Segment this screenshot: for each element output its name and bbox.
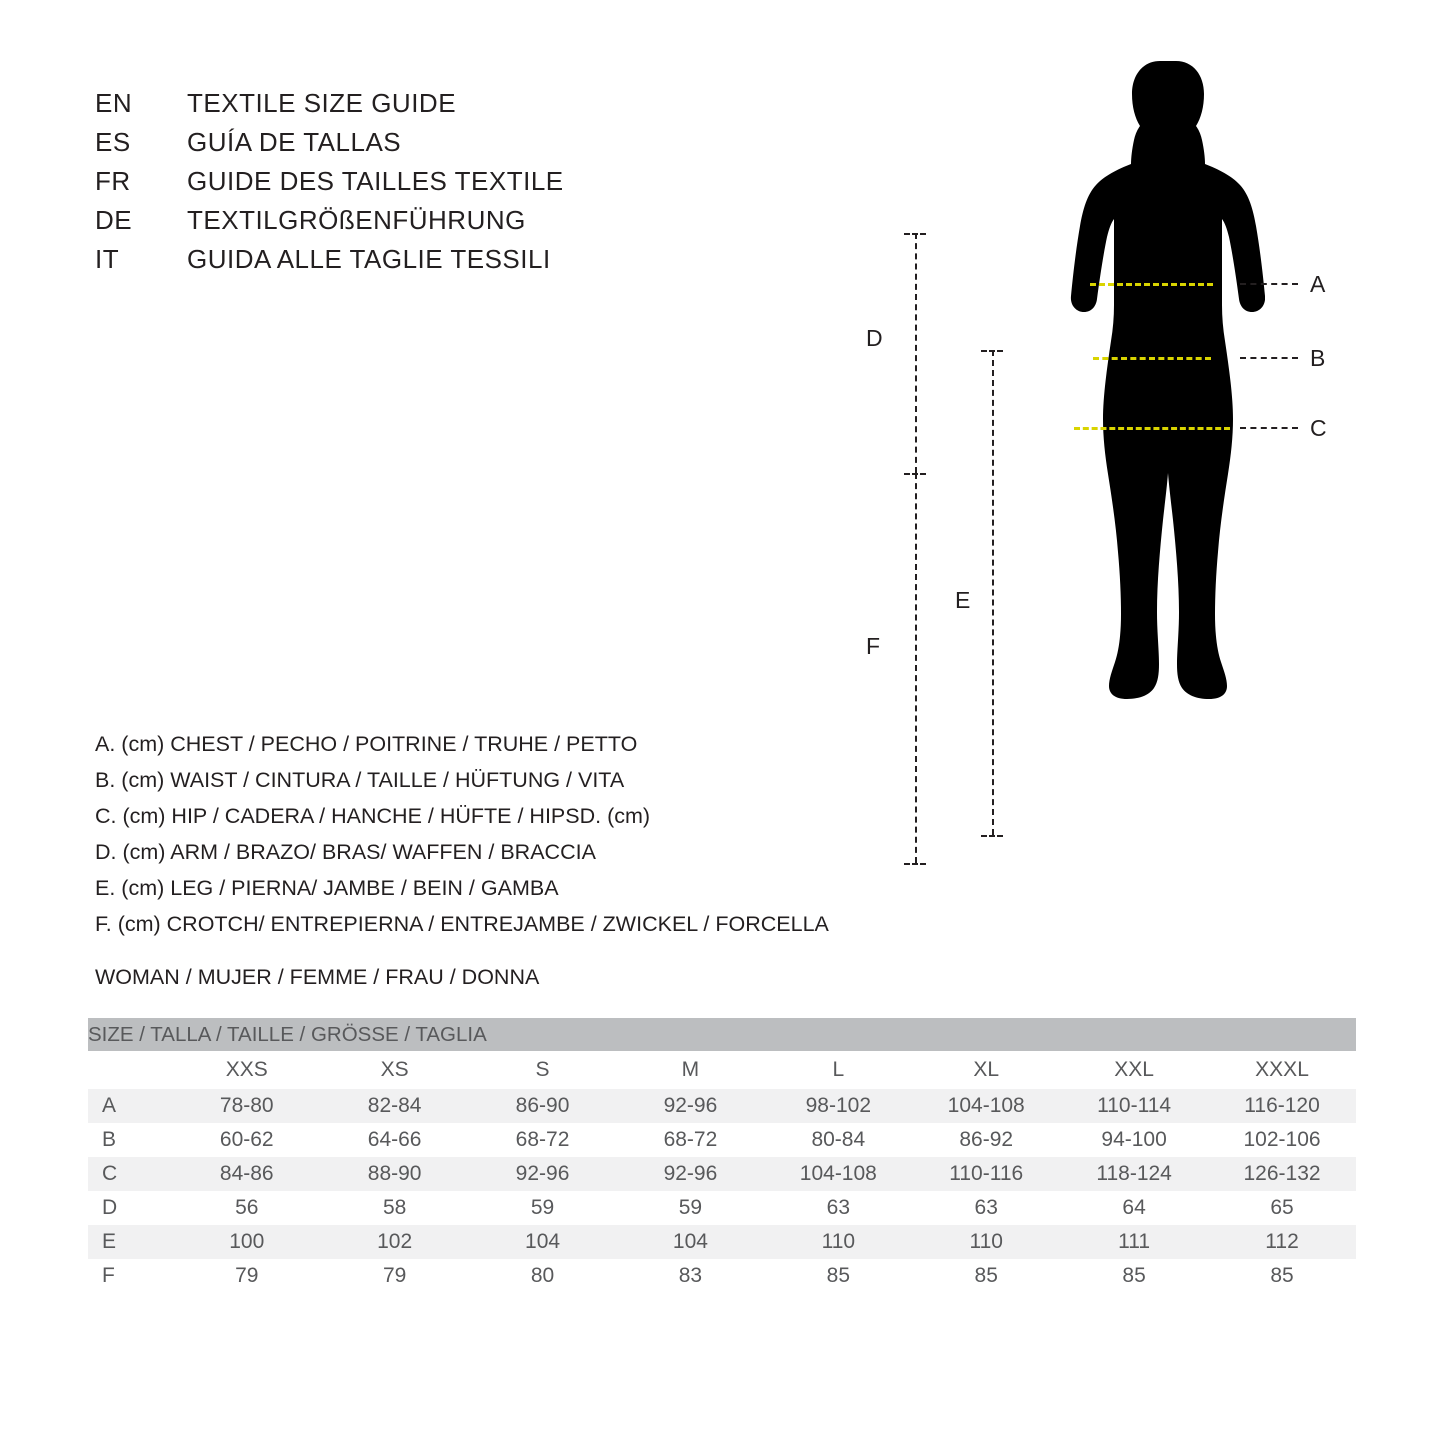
label-a: A — [1310, 271, 1326, 297]
cell-c-m: 92-96 — [616, 1157, 764, 1191]
title-text-fr: GUIDE DES TAILLES TEXTILE — [187, 166, 564, 196]
cell-d-xxxl: 65 — [1208, 1191, 1356, 1225]
crotch-ruler-line — [915, 473, 917, 863]
title-text-es: GUÍA DE TALLAS — [187, 127, 402, 157]
table-header-row — [88, 1051, 1356, 1089]
title-text-en: TEXTILE SIZE GUIDE — [187, 88, 457, 118]
legend-block — [95, 726, 829, 942]
title-row-fr — [95, 166, 564, 205]
cell-e-xs: 102 — [321, 1225, 469, 1259]
table-row — [88, 1259, 1356, 1293]
legend-line-f: F. (cm) CROTCH/ ENTREPIERNA / ENTREJAMBE / ZWICKEL / FORCELLA — [95, 912, 829, 936]
legend-line-d: D. (cm) ARM / BRAZO/ BRAS/ WAFFEN / BRACCIA — [95, 840, 596, 864]
table-row — [88, 1191, 1356, 1225]
header-cell-blank — [88, 1051, 173, 1089]
cell-b-m: 68-72 — [616, 1123, 764, 1157]
header-cell-xs: XS — [321, 1051, 469, 1089]
hip-measure-line — [1074, 427, 1230, 430]
title-lang-de: DE — [95, 205, 133, 235]
cell-a-l: 98-102 — [764, 1089, 912, 1123]
arm-ruler-top-tick — [904, 233, 926, 235]
row-letter-b: B — [88, 1123, 173, 1157]
label-c: C — [1310, 415, 1327, 441]
table-row — [88, 1123, 1356, 1157]
cell-b-xs: 64-66 — [321, 1123, 469, 1157]
title-row-de — [95, 205, 564, 244]
cell-a-m: 92-96 — [616, 1089, 764, 1123]
cell-e-xxl: 111 — [1060, 1225, 1208, 1259]
header-cell-l: L — [764, 1051, 912, 1089]
cell-b-xxs: 60-62 — [173, 1123, 321, 1157]
cell-e-xxs: 100 — [173, 1225, 321, 1259]
header-cell-m: M — [616, 1051, 764, 1089]
legend-line-a: A. (cm) CHEST / PECHO / POITRINE / TRUHE / PETTO — [95, 732, 638, 756]
header-cell-s: S — [469, 1051, 617, 1089]
cell-d-xxl: 64 — [1060, 1191, 1208, 1225]
cell-a-xs: 82-84 — [321, 1089, 469, 1123]
table-row — [88, 1225, 1356, 1259]
cell-c-xxl: 118-124 — [1060, 1157, 1208, 1191]
chest-measure-line — [1090, 283, 1213, 286]
title-block — [95, 88, 564, 283]
waist-leader-line — [1240, 357, 1298, 359]
cell-a-xxl: 110-114 — [1060, 1089, 1208, 1123]
cell-c-xxxl: 126-132 — [1208, 1157, 1356, 1191]
label-b: B — [1310, 345, 1326, 371]
cell-f-s: 80 — [469, 1259, 617, 1293]
gender-heading: WOMAN / MUJER / FEMME / FRAU / DONNA — [95, 965, 540, 989]
title-row-en — [95, 88, 564, 127]
table-row — [88, 1157, 1356, 1191]
row-letter-f: F — [88, 1259, 173, 1293]
title-lang-fr: FR — [95, 166, 131, 196]
cell-d-xl: 63 — [912, 1191, 1060, 1225]
legend-line-e: E. (cm) LEG / PIERNA/ JAMBE / BEIN / GAMBA — [95, 876, 559, 900]
cell-e-xxxl: 112 — [1208, 1225, 1356, 1259]
header-cell-xxl: XXL — [1060, 1051, 1208, 1089]
cell-b-xxl: 94-100 — [1060, 1123, 1208, 1157]
row-letter-e: E — [88, 1225, 173, 1259]
row-letter-a: A — [88, 1089, 173, 1123]
header-cell-xxs: XXS — [173, 1051, 321, 1089]
cell-c-xxs: 84-86 — [173, 1157, 321, 1191]
cell-f-xs: 79 — [321, 1259, 469, 1293]
cell-e-l: 110 — [764, 1225, 912, 1259]
title-row-it — [95, 244, 564, 283]
title-lang-en: EN — [95, 88, 133, 118]
legend-line-b: B. (cm) WAIST / CINTURA / TAILLE / HÜFTUNG / VITA — [95, 768, 625, 792]
cell-e-xl: 110 — [912, 1225, 1060, 1259]
cell-d-l: 63 — [764, 1191, 912, 1225]
cell-d-xs: 58 — [321, 1191, 469, 1225]
label-f: F — [866, 633, 881, 659]
cell-b-xxxl: 102-106 — [1208, 1123, 1356, 1157]
arm-ruler-line — [915, 233, 917, 473]
cell-c-l: 104-108 — [764, 1157, 912, 1191]
cell-a-xxxl: 116-120 — [1208, 1089, 1356, 1123]
row-letter-c: C — [88, 1157, 173, 1191]
cell-e-m: 104 — [616, 1225, 764, 1259]
title-lang-es: ES — [95, 127, 131, 157]
cell-c-xs: 88-90 — [321, 1157, 469, 1191]
cell-f-l: 85 — [764, 1259, 912, 1293]
cell-f-xxs: 79 — [173, 1259, 321, 1293]
cell-d-m: 59 — [616, 1191, 764, 1225]
cell-b-l: 80-84 — [764, 1123, 912, 1157]
cell-d-s: 59 — [469, 1191, 617, 1225]
waist-measure-line — [1093, 357, 1211, 360]
leg-ruler-top-tick — [981, 350, 1003, 352]
leg-ruler-line — [992, 350, 994, 835]
cell-b-s: 68-72 — [469, 1123, 617, 1157]
label-d: D — [866, 325, 883, 351]
title-row-es — [95, 127, 564, 166]
size-table — [88, 1018, 1356, 1293]
cell-f-m: 83 — [616, 1259, 764, 1293]
cell-e-s: 104 — [469, 1225, 617, 1259]
cell-f-xxl: 85 — [1060, 1259, 1208, 1293]
title-lang-it: IT — [95, 244, 120, 274]
legend-line-c: C. (cm) HIP / CADERA / HANCHE / HÜFTE / HIPSD. (cm) — [95, 804, 651, 828]
title-text-it: GUIDA ALLE TAGLIE TESSILI — [187, 244, 551, 274]
cell-b-xl: 86-92 — [912, 1123, 1060, 1157]
table-row — [88, 1089, 1356, 1123]
hip-leader-line — [1240, 427, 1298, 429]
table-title: SIZE / TALLA / TAILLE / GRÖSSE / TAGLIA — [88, 1018, 1356, 1051]
chest-leader-line — [1240, 283, 1298, 285]
leg-ruler-bottom-tick — [981, 835, 1003, 837]
table-title-row — [88, 1018, 1356, 1051]
cell-c-xl: 110-116 — [912, 1157, 1060, 1191]
crotch-ruler-bottom-tick — [904, 863, 926, 865]
cell-a-xxs: 78-80 — [173, 1089, 321, 1123]
woman-silhouette-icon — [1055, 55, 1265, 885]
label-e: E — [955, 587, 971, 613]
cell-d-xxs: 56 — [173, 1191, 321, 1225]
cell-f-xxxl: 85 — [1208, 1259, 1356, 1293]
cell-f-xl: 85 — [912, 1259, 1060, 1293]
body-measurement-diagram — [840, 55, 1360, 885]
header-cell-xxxl: XXXL — [1208, 1051, 1356, 1089]
cell-a-xl: 104-108 — [912, 1089, 1060, 1123]
header-cell-xl: XL — [912, 1051, 1060, 1089]
cell-a-s: 86-90 — [469, 1089, 617, 1123]
row-letter-d: D — [88, 1191, 173, 1225]
cell-c-s: 92-96 — [469, 1157, 617, 1191]
title-text-de: TEXTILGRÖßENFÜHRUNG — [187, 205, 526, 235]
